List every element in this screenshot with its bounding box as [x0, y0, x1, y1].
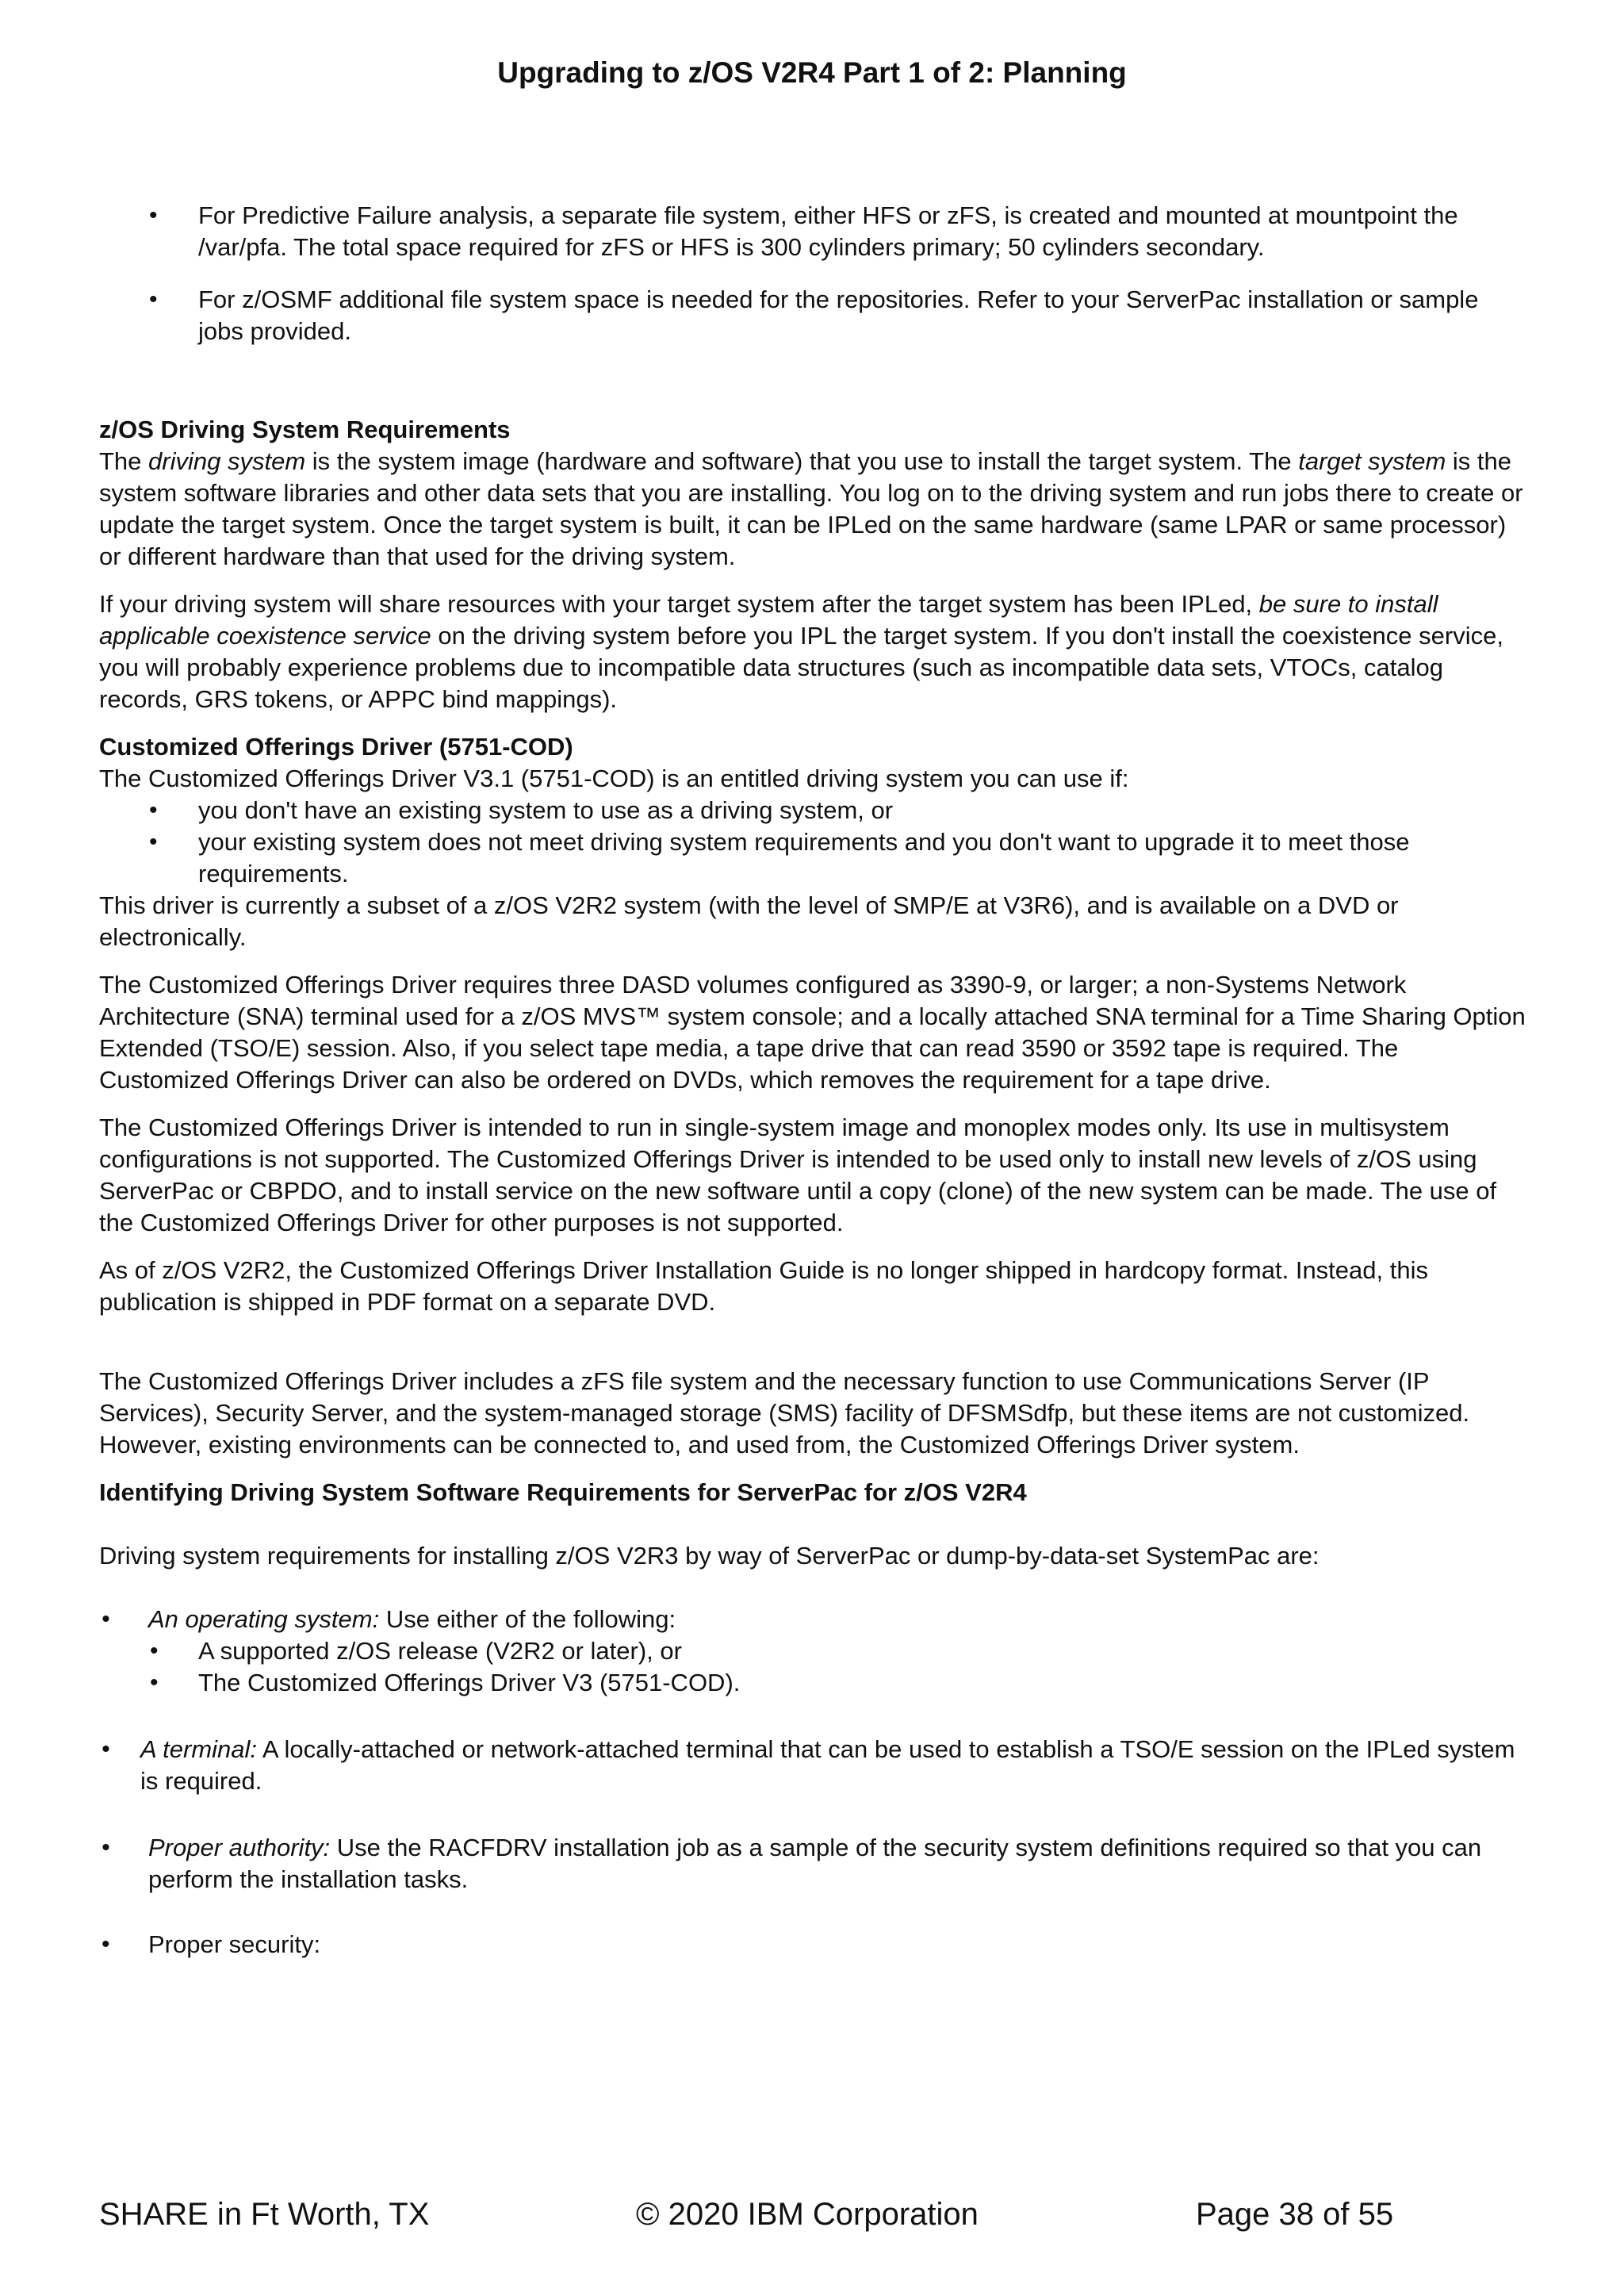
list-item [99, 200, 1526, 263]
list-item [99, 1832, 1526, 1895]
bullet-text: your existing system does not meet driving system requirements and you don't want to upgrade it to meet those requirements. [198, 828, 1410, 887]
paragraph: Driving system requirements for installing z/OS V2R3 by way of ServerPac or dump-by-data-set SystemPac are: [99, 1542, 1320, 1570]
bullet-icon: • [102, 1736, 110, 1762]
paragraph: The Customized Offerings Driver includes a zFS file system and the necessary function to use Communications Server (IP Services), Security Server, and the system-managed storage (SMS) facility of DFSMSdfp, but these items are not customized. However, existing environments can be connected to, and used from, the Customized Offerings Driver system. [99, 1367, 1470, 1458]
bullet-icon: • [102, 1834, 110, 1861]
bullet-text: Proper authority: Use the RACFDRV installation job as a sample of the security system definitions required so that you can perform the installation tasks. [148, 1834, 1482, 1893]
bullet-icon: • [102, 1931, 110, 1957]
list-item [99, 1604, 1526, 1635]
bullet-text: you don't have an existing system to use as a driving system, or [198, 796, 894, 824]
bullet-icon: • [149, 286, 158, 312]
page-content [99, 200, 1526, 1961]
list-item [99, 1635, 1526, 1667]
paragraph: If your driving system will share resources with your target system after the target system has been IPLed, be sure to install applicable coexistence service on the driving system before you IPL the target system. If you don't install the coexistence service, you will probably experience problems due to incompatible data structures (such as incompatible data sets, VTOCs, catalog records, GRS tokens, or APPC bind mappings). [99, 590, 1503, 713]
footer-left: SHARE in Ft Worth, TX [99, 2197, 430, 2232]
section-heading: Customized Offerings Driver (5751-COD) [99, 733, 573, 761]
section-heading: Identifying Driving System Software Requirements for ServerPac for z/OS V2R4 [99, 1478, 1027, 1506]
bullet-icon: • [149, 202, 158, 228]
bullet-icon: • [149, 829, 158, 855]
bullet-text: For Predictive Failure analysis, a separate file system, either HFS or zFS, is created and mounted at mountpoint the /var/pfa. The total space required for zFS or HFS is 300 cylinders primary; 50 cylinders secondary. [198, 201, 1458, 261]
paragraph: This driver is currently a subset of a z/OS V2R2 system (with the level of SMP/E at V3R6), and is available on a DVD or electronically. [99, 891, 1399, 951]
list-item [99, 1667, 1526, 1699]
list-item [99, 795, 1526, 826]
list-item [99, 1734, 1526, 1797]
page-header: Upgrading to z/OS V2R4 Part 1 of 2: Planning [497, 56, 1127, 89]
bullet-text: A terminal: A locally-attached or network-attached terminal that can be used to establish a TSO/E session on the IPLed system is required. [140, 1735, 1515, 1795]
list-item [99, 1929, 1526, 1961]
footer-center: © 2020 IBM Corporation [636, 2197, 979, 2232]
paragraph: As of z/OS V2R2, the Customized Offerings Driver Installation Guide is no longer shipped in hardcopy format. Instead, this publication is shipped in PDF format on a separate DVD. [99, 1256, 1428, 1316]
bullet-text: An operating system: Use either of the following: [148, 1605, 676, 1633]
paragraph: The Customized Offerings Driver is intended to run in single-system image and monoplex modes only. Its use in multisystem configurations is not supported. The Customized Offerings Driver is intended to be used only to install new levels of z/OS using ServerPac or CBPDO, and to install service on the new software until a copy (clone) of the new system can be made. The use of the Customized Offerings Driver for other purposes is not supported. [99, 1114, 1497, 1236]
section-heading: z/OS Driving System Requirements [99, 416, 511, 443]
list-item [99, 284, 1526, 347]
paragraph: The Customized Offerings Driver requires three DASD volumes configured as 3390-9, or larger; a non-Systems Network Architecture (SNA) terminal used for a z/OS MVS™ system console; and a locally attached SNA terminal for a Time Sharing Option Extended (TSO/E) session. Also, if you select tape media, a tape drive that can read 3590 or 3592 tape is required. The Customized Offerings Driver can also be ordered on DVDs, which removes the requirement for a tape drive. [99, 971, 1526, 1094]
bullet-icon: • [150, 1638, 159, 1664]
page-number: Page 38 of 55 [1196, 2197, 1394, 2232]
bullet-text: For z/OSMF additional file system space is needed for the repositories. Refer to your ServerPac installation or sample jobs provided. [198, 286, 1479, 345]
bullet-icon: • [150, 1669, 159, 1696]
bullet-text: Proper security: [148, 1930, 321, 1958]
bullet-text: A supported z/OS release (V2R2 or later), or [198, 1637, 682, 1665]
bullet-text: The Customized Offerings Driver V3 (5751-COD). [198, 1669, 741, 1696]
bullet-icon: • [102, 1606, 110, 1632]
paragraph: The driving system is the system image (hardware and software) that you use to install the target system. The target system is the system software libraries and other data sets that you are installing. You log on to the driving system and run jobs there to create or update the target system. Once the target system is built, it can be IPLed on the same hardware (same LPAR or same processor) or different hardware than that used for the driving system. [99, 447, 1523, 570]
paragraph: The Customized Offerings Driver V3.1 (5751-COD) is an entitled driving system you can use if: [99, 765, 1129, 792]
bullet-icon: • [149, 797, 158, 823]
list-item [99, 826, 1526, 890]
